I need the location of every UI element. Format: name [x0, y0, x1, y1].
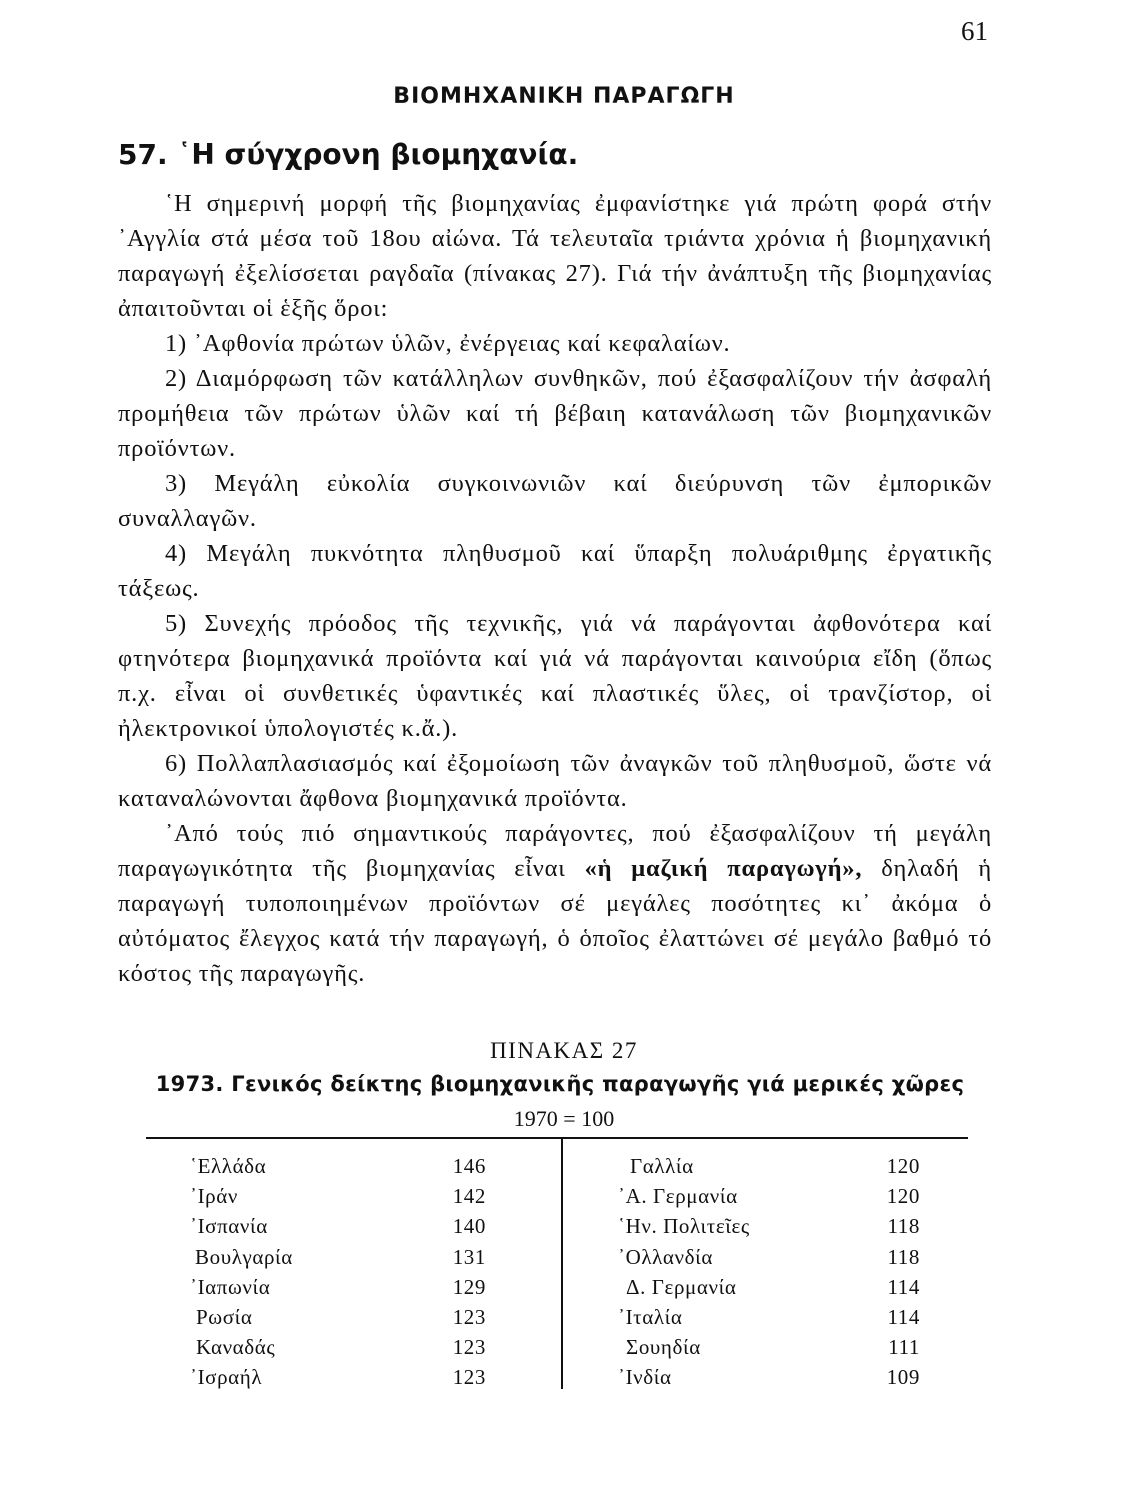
left-country-column — [190, 1151, 430, 1393]
table-top-rule — [146, 1137, 968, 1139]
paragraph-mass-production — [118, 816, 992, 991]
paragraph-condition-1: 1) ᾿Αφθονία πρώτων ὑλῶν, ἐνέργειας καί κεφαλαίων. — [165, 330, 731, 357]
table-cell-value: 111 — [888, 1335, 920, 1360]
table-cell-country: ᾿Ιαπωνία — [190, 1274, 271, 1299]
table-cell-value: 146 — [452, 1154, 486, 1178]
table-cell-value: 118 — [887, 1244, 920, 1269]
table-cell-country: ᾿Ινδία — [618, 1365, 672, 1390]
table-cell-country: Γαλλία — [630, 1154, 694, 1178]
paragraph-condition-5: 5) Συνεχής πρόοδος τῆς τεχνικῆς, γιά νά παράγονται ἀφθονότερα καί φτηνότερα βιομηχανικά προϊόντα καί γιά νά παράγονται καινούρια εἴδη (ὅπως π.χ. εἶναι οἱ συνθετικές ὑφαντικές καί πλαστικές ὕλες, οἱ τρανζίστορ, οἱ ἠλεκτρονικοί ὑπολογιστές κ.ἄ.). — [118, 610, 992, 742]
table-caption: 1973. Γενικός δείκτης βιομηχανικῆς παραγωγῆς γιά μερικές χῶρες — [155, 1072, 965, 1096]
table-cell-country: ᾿Ιράν — [190, 1184, 238, 1209]
table-cell-value: 120 — [886, 1184, 920, 1209]
table-cell-value: 142 — [452, 1184, 486, 1209]
table-cell-value: 131 — [452, 1244, 486, 1269]
paragraph-intro: ῾Η σημερινή μορφή τῆς βιομηχανίας ἐμφανίστηκε γιά πρώτη φορά στήν ᾿Αγγλία στά μέσα τοῦ 18ου αἰώνα. Τά τελευταῖα τριάντα χρόνια ἡ βιομηχανική παραγωγή ἐξελίσσεται ραγδαῖα (πίνακας 27). Γιά τήν ἀνάπτυξη τῆς βιομηχανίας ἀπαιτοῦνται οἱ ἑξῆς ὅροι: — [118, 190, 992, 322]
table-cell-country: ᾿Ολλανδία — [618, 1244, 713, 1269]
paragraph-text: δηλαδή ἡ παραγωγή τυποποιημένων προϊόντων σέ μεγάλες ποσότητες κι᾿ ἀκόμα ὁ αὐτόματος ἔλεγχος κατά τήν παραγωγή, ὁ ὁποῖος ἐλαττώνει σέ μεγάλο βαθμό τό κόστος τῆς παραγωγῆς. — [118, 855, 992, 987]
table-cell-value: 109 — [886, 1365, 920, 1390]
table-cell-value: 114 — [887, 1274, 920, 1299]
table-cell-country: Δ. Γερμανία — [626, 1274, 737, 1299]
table-cell-value: 123 — [452, 1365, 486, 1390]
body-text — [118, 186, 992, 991]
table-cell-country: Βουλγαρία — [195, 1244, 293, 1269]
paragraph-condition-4: 4) Μεγάλη πυκνότητα πληθυσμοῦ καί ὕπαρξη πολυάριθμης ἐργατικῆς τάξεως. — [118, 540, 992, 602]
paragraph-condition-2: 2) Διαμόρφωση τῶν κατάλληλων συνθηκῶν, πού ἐξασφαλίζουν τήν ἀσφαλή προμήθεια τῶν πρώτων ὑλῶν καί τή βέβαιη κατανάλωση τῶν βιομηχανικῶν προϊόντων. — [118, 365, 992, 462]
table-cell-value: 118 — [887, 1214, 920, 1239]
right-value-column — [836, 1151, 920, 1393]
paragraph-condition-6: 6) Πολλαπλασιασμός καί ἐξομοίωση τῶν ἀναγκῶν τοῦ πληθυσμοῦ, ὥστε νά καταναλώνονται ἄφθονα βιομηχανικά προϊόντα. — [118, 750, 992, 812]
table-cell-country: ῾Ην. Πολιτεῖες — [618, 1214, 750, 1239]
table-title: ΠΙΝΑΚΑΣ 27 — [490, 1038, 638, 1063]
emphasis-mass-production: «ἡ μαζική παραγωγή», — [584, 855, 863, 882]
table-cell-value: 140 — [452, 1214, 486, 1239]
table-cell-value: 129 — [452, 1274, 486, 1299]
table-cell-country: ῾Ελλάδα — [190, 1154, 267, 1178]
section-title: ΒΙΟΜΗΧΑΝΙΚΗ ΠΑΡΑΓΩΓΗ — [393, 84, 735, 109]
table-cell-country: ᾿Ιταλία — [618, 1304, 683, 1329]
chapter-heading: 57. ῾Η σύγχρονη βιομηχανία. — [118, 138, 579, 171]
table-column-divider — [561, 1139, 563, 1389]
table-cell-country: ᾿Α. Γερμανία — [618, 1184, 738, 1209]
left-value-column — [400, 1151, 486, 1393]
table-cell-country: ᾿Ισραήλ — [190, 1365, 263, 1390]
table-cell-value: 120 — [886, 1154, 920, 1178]
table-base-year: 1970 = 100 — [513, 1106, 615, 1131]
table-cell-value: 123 — [452, 1304, 486, 1329]
table-cell-value: 123 — [452, 1335, 486, 1360]
table-cell-value: 114 — [887, 1304, 920, 1329]
right-country-column — [618, 1151, 838, 1393]
paragraph-condition-3: 3) Μεγάλη εὐκολία συγκοινωνιῶν καί διεύρυνση τῶν ἐμπορικῶν συναλλαγῶν. — [118, 470, 992, 532]
table-cell-country: Καναδάς — [196, 1335, 276, 1360]
table-cell-country: Σουηδία — [626, 1335, 701, 1360]
paragraph-text: ᾿Από τούς πιό σημαντικούς παράγοντες, πού ἐξασφαλίζουν τή μεγάλη παραγωγικότητα τῆς βιομηχανίας εἶναι — [118, 820, 992, 882]
page-number: 61 — [961, 16, 988, 46]
table-cell-country: Ρωσία — [196, 1304, 253, 1329]
table-cell-country: ᾿Ισπανία — [190, 1214, 268, 1239]
